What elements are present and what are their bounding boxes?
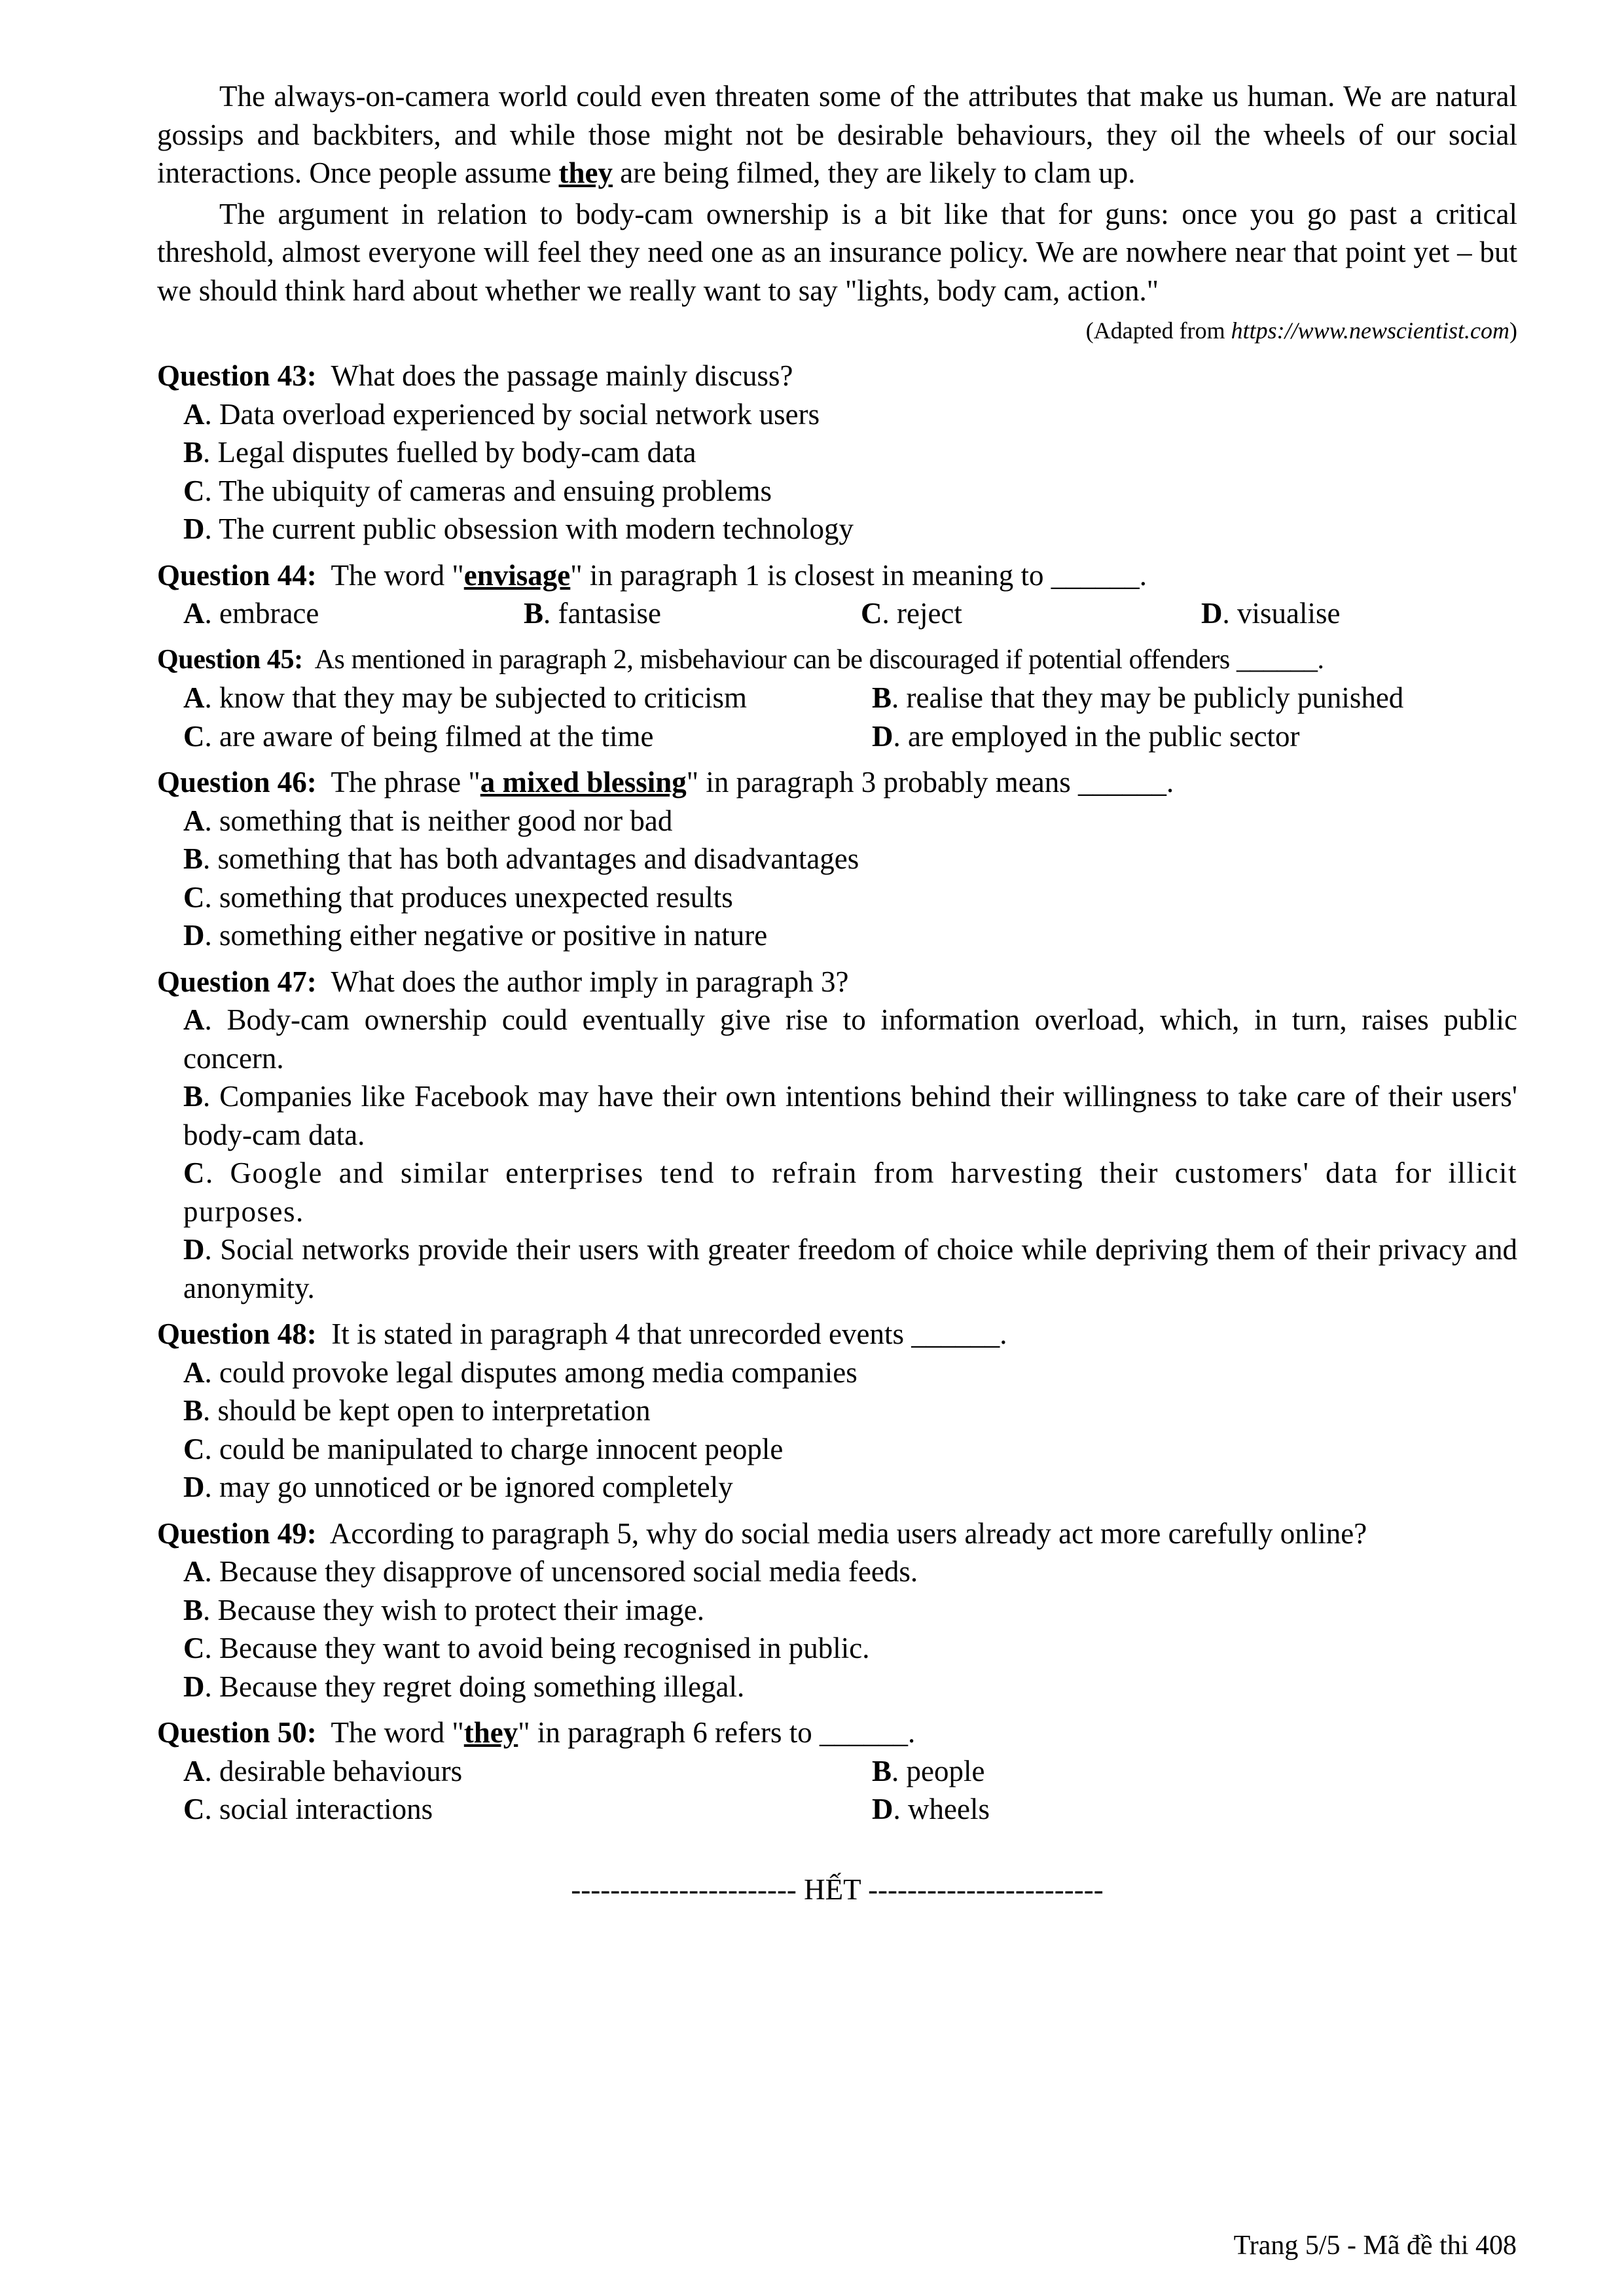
option-d: D. The current public obsession with modern technology — [183, 512, 854, 545]
option-c: C. Because they want to avoid being recognised in public. — [183, 1632, 870, 1664]
option-a: A. embrace — [183, 597, 319, 630]
option-b: B. people — [872, 1754, 985, 1787]
option-c: C. something that produces unexpected results — [183, 880, 733, 914]
option-c: C. social interactions — [183, 1793, 433, 1825]
option-b: B. something that has both advantages and disadvantages — [183, 842, 859, 875]
underlined-word: envisage — [463, 558, 571, 592]
option-d: D. something either negative or positive in nature — [183, 919, 768, 952]
question-46 — [157, 763, 1517, 955]
option-a: A. desirable behaviours — [183, 1754, 463, 1787]
question-50 — [157, 1713, 1517, 1829]
passage-paragraph-6: The always-on-camera world could even threaten some of the attributes that make us human. We are natural gossips and backbiters, and while those might not be desirable behaviours, they oil the wheels of our social interactions. Once people assume they are being filmed, they are likely to clam up. — [157, 80, 1517, 189]
question-stem: Question 44: The word "envisage" in paragraph 1 is closest in meaning to ______. — [157, 558, 1147, 592]
option-b: B. Because they wish to protect their image. — [183, 1593, 705, 1626]
option-b: B. Companies like Facebook may have their own intentions behind their willingness to take care of their users' body-cam data. — [183, 1080, 1517, 1151]
question-stem: Question 48: It is stated in paragraph 4 that unrecorded events ______. — [157, 1318, 1007, 1350]
option-b: B. should be kept open to interpretation — [183, 1394, 651, 1427]
question-stem: Question 50: The word "they" in paragraph 6 refers to ______. — [157, 1716, 916, 1749]
question-stem: Question 43: What does the passage mainly discuss? — [157, 359, 793, 392]
exam-page — [157, 77, 1517, 1909]
question-stem: Question 49: According to paragraph 5, why do social media users already act more carefully online? — [157, 1516, 1367, 1550]
question-45 — [157, 641, 1517, 756]
option-c: C. are aware of being filmed at the time — [183, 719, 654, 753]
option-d: D. may go unnoticed or be ignored completely — [183, 1471, 733, 1503]
question-48 — [157, 1315, 1517, 1507]
passage-paragraph-7: The argument in relation to body-cam ownership is a bit like that for guns: once you go past a critical threshold, almost everyone will feel they need one as an insurance policy. We are nowhere near that point yet – but we should think hard about whether we really want to say "lights, body cam, action." — [157, 197, 1517, 307]
option-d: D. Because they regret doing something illegal. — [183, 1670, 745, 1703]
end-marker: ----------------------- HẾT ------------------------ — [571, 1873, 1104, 1906]
option-b: B. fantasise — [524, 597, 661, 630]
option-a: A. something that is neither good nor bad — [183, 804, 673, 837]
question-49 — [157, 1515, 1517, 1706]
option-c: C. could be manipulated to charge innocent people — [183, 1432, 784, 1465]
question-47 — [157, 963, 1517, 1308]
emphasized-word-they: they — [558, 156, 613, 189]
option-c: C. reject — [861, 597, 962, 630]
option-b: B. Legal disputes fuelled by body-cam data — [183, 436, 696, 469]
option-a: A. know that they may be subjected to criticism — [183, 681, 748, 714]
underlined-word: they — [463, 1716, 518, 1749]
options-grid — [157, 679, 1517, 755]
option-a: A. could provoke legal disputes among media companies — [183, 1355, 857, 1389]
page-footer: Trang 5/5 - Mã đề thi 408 — [1233, 2231, 1517, 2261]
options-grid — [157, 1752, 1517, 1829]
option-b: B. realise that they may be publicly punished — [872, 681, 1404, 714]
option-c: C. The ubiquity of cameras and ensuing problems — [183, 474, 772, 507]
option-d: D. visualise — [1201, 597, 1341, 630]
question-stem: Question 46: The phrase "a mixed blessing" in paragraph 3 probably means ______. — [157, 766, 1174, 798]
option-c: C. Google and similar enterprises tend to refrain from harvesting their customers' data for illicit purposes. — [183, 1157, 1518, 1228]
underlined-phrase: a mixed blessing — [480, 766, 687, 798]
question-44 — [157, 556, 1517, 633]
question-stem: Question 45: As mentioned in paragraph 2, misbehaviour can be discouraged if potential offenders ______. — [157, 644, 1324, 675]
option-d: D. are employed in the public sector — [872, 719, 1300, 753]
options-row — [157, 594, 1517, 633]
option-a: A. Because they disapprove of uncensored social media feeds. — [183, 1555, 918, 1588]
question-stem: Question 47: What does the author imply in paragraph 3? — [157, 965, 849, 998]
option-d: D. wheels — [872, 1793, 990, 1825]
option-a: A. Body-cam ownership could eventually give rise to information overload, which, in turn, raises public concern. — [183, 1003, 1518, 1075]
option-a: A. Data overload experienced by social network users — [183, 397, 820, 431]
question-43 — [157, 357, 1517, 548]
source-url: https://www.newscientist.com — [1231, 317, 1509, 344]
source-citation: (Adapted from https://www.newscientist.com) — [1085, 317, 1517, 344]
option-d: D. Social networks provide their users with greater freedom of choice while depriving them of their privacy and anonymity. — [183, 1233, 1517, 1304]
